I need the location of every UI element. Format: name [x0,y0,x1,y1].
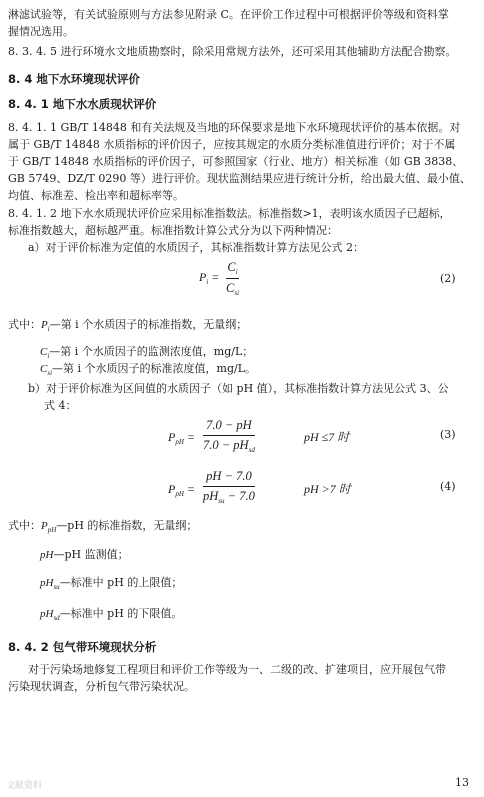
equation-number-2: (2) [440,272,456,285]
formula-3-lhs: $P_{pH}$ = [168,430,196,446]
definition-phsu [40,576,182,594]
formula-3-denominator: $7.0 - pH_{sd}$ [203,438,255,454]
symbol-description: —第 i 个水质因子的标准指数，无量纲； [49,318,248,331]
fraction-bar [203,435,255,436]
clause-8-3-4-5: 8. 3. 4. 5 进行环境水文地质勘察时，除采用常规方法外，还可采用其他辅助方法配合勘察。 [8,45,457,58]
symbol-description: —第 i 个水质因子的监测浓度值，mg/L； [49,345,254,358]
symbol-ph: pH [40,549,54,561]
where-label [8,519,197,537]
formula-2-denominator: $C_{si}$ [226,281,240,297]
where-text: 式中： [8,519,41,532]
formula-3-condition: pH ≤7 时 [304,430,350,444]
paragraph-line: 握情况选用。 [8,25,74,38]
fraction-bar [203,486,255,487]
symbol-description: —pH 监测值； [53,548,129,561]
formula-4-condition: pH >7 时 [304,482,351,496]
paragraph-line: 属于 GB/T 14848 水质指标的评价因子，应按其规定的水质分类标准值进行评价；对于不属 [8,138,456,151]
paragraph-line: 污染现状调查，分析包气带污染状况。 [8,680,195,693]
page-number: 13 [455,776,469,789]
symbol-csi: $C_{si}$ [40,363,53,377]
watermark: 文献资料 [6,781,43,791]
paragraph-line: 对于污染场地修复工程项目和评价工作等级为一、二级的改、扩建项目，应开展包气带 [28,663,446,676]
symbol-ci: $C_i$ [40,346,50,360]
where-label [8,318,247,336]
formula-2-lhs: $P_i$ = [199,270,220,286]
definition-ph [40,548,129,562]
paragraph-line: GB 5749、DZ/T 0290 等）进行评价。现状监测结果应进行统计分析，给出最大值、最小值、 [8,172,471,185]
paragraph-line: 淋滤试验等，有关试验原则与方法参见附录 C。在评价工作过程中可根据评价等级和资料掌 [8,8,449,21]
symbol-description: —pH 的标准指数，无量纲； [56,519,198,532]
section-heading-8-4-2: 8. 4. 2 包气带环境现状分析 [8,640,157,654]
formula-4-denominator: $pH_{su} - 7.0$ [203,489,255,505]
formula-3-fraction [203,418,255,454]
list-item-b-cont: 式 4： [44,399,77,412]
formula-4-fraction [203,469,255,505]
definition-ci [40,345,253,363]
paragraph-line: 8. 4. 1. 2 地下水水质现状评价应采用标准指数法。标准指数>1，表明该水质因子已超标， [8,207,451,220]
section-heading-8-4-1: 8. 4. 1 地下水水质现状评价 [8,97,157,111]
list-item-a: a）对于评价标准为定值的水质因子，其标准指数计算方法见公式 2： [28,241,365,254]
definition-phsd [40,607,182,625]
definition-csi [40,362,256,380]
symbol-pi: $P_i$ [41,319,50,333]
section-heading-8-4: 8. 4 地下水环境现状评价 [8,72,140,86]
symbol-description: —第 i 个水质因子的标准浓度值，mg/L。 [52,362,257,375]
formula-2-fraction [226,260,239,297]
symbol-description: —标准中 pH 的上限值； [59,576,183,589]
formula-2-numerator: $C_i$ [227,260,238,276]
paragraph-line: 于 GB/T 14848 水质指标的评价因子，可参照国家（行业、地方）相关标准（如 GB 3838、 [8,155,464,168]
symbol-pph: $P_{pH}$ [41,520,57,534]
symbol-phsd: $pH_{sd}$ [40,608,60,622]
formula-4-lhs: $P_{pH}$ = [168,482,196,498]
paragraph-line: 均值、标准差、检出率和超标率等。 [8,189,184,202]
equation-number-4: (4) [440,480,456,493]
formula-3-numerator: 7.0 − pH [206,418,252,432]
where-text: 式中： [8,318,41,331]
paragraph-line: 标准指数越大，超标越严重。标准指数计算公式分为以下两种情况： [8,224,338,237]
symbol-description: —标准中 pH 的下限值。 [59,607,183,620]
symbol-phsu: $pH_{su}$ [40,577,60,591]
list-item-b: b）对于评价标准为区间值的水质因子（如 pH 值），其标准指数计算方法见公式 3、公 [28,382,449,395]
paragraph-line: 8. 4. 1. 1 GB/T 14848 和有关法规及当地的环保要求是地下水环境现状评价的基本依据。对 [8,121,461,134]
formula-4-numerator: pH − 7.0 [206,469,252,483]
equation-number-3: (3) [440,428,456,441]
fraction-bar [226,278,239,279]
